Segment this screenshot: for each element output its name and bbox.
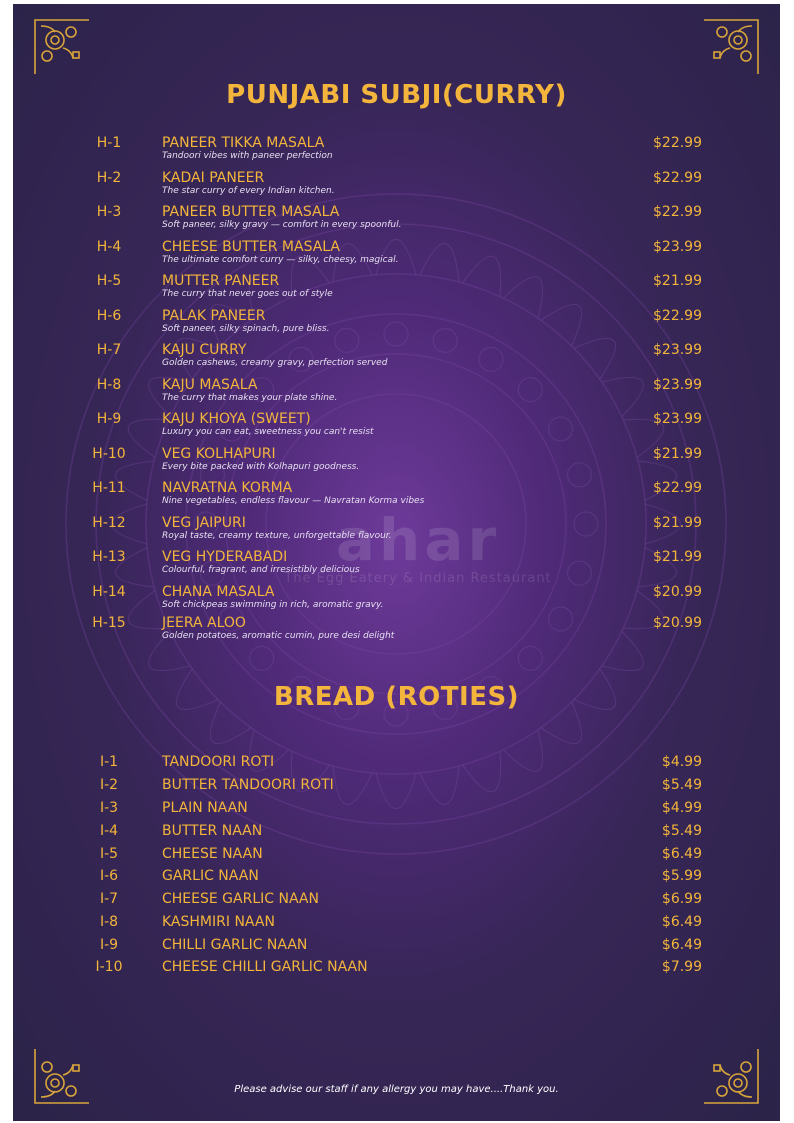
item-name: KAJU MASALA (162, 377, 258, 393)
menu-item (13, 584, 780, 616)
item-name: CHILLI GARLIC NAAN (162, 937, 308, 953)
item-price: $22.99 (653, 204, 702, 220)
item-price: $21.99 (653, 549, 702, 565)
item-description: The curry that makes your plate shine. (162, 393, 338, 403)
item-name: PALAK PANEER (162, 308, 266, 324)
item-name: CHEESE NAAN (162, 846, 263, 862)
item-name: PANEER TIKKA MASALA (162, 135, 325, 151)
item-code: I-10 (95, 959, 123, 975)
item-code: I-1 (99, 754, 119, 770)
item-code: I-9 (99, 937, 119, 953)
allergy-note: Please advise our staff if any allergy you may have....Thank you. (234, 1084, 559, 1095)
item-price: $4.99 (661, 800, 702, 816)
item-price: $6.49 (661, 846, 702, 862)
item-price: $5.49 (661, 823, 702, 839)
item-name: VEG JAIPURI (162, 515, 246, 531)
item-name: GARLIC NAAN (162, 868, 259, 884)
menu-item (13, 273, 780, 305)
bread-section-title: BREAD (ROTIES) (273, 682, 520, 712)
menu-item (13, 308, 780, 340)
menu-item (13, 615, 780, 647)
menu-item (13, 411, 780, 443)
item-price: $22.99 (653, 480, 702, 496)
item-price: $21.99 (653, 273, 702, 289)
menu-item (13, 377, 780, 409)
item-code: I-6 (99, 868, 119, 884)
menu-item (13, 239, 780, 271)
item-code: H-13 (92, 549, 126, 565)
item-description: Nine vegetables, endless flavour — Navratan Korma vibes (162, 496, 425, 506)
item-name: MUTTER PANEER (162, 273, 280, 289)
item-code: I-4 (99, 823, 119, 839)
item-code: H-15 (92, 615, 126, 631)
menu-item (13, 204, 780, 236)
item-name: JEERA ALOO (162, 615, 246, 631)
item-description: Soft paneer, silky gravy — comfort in every spoonful. (162, 220, 402, 230)
item-price: $6.99 (661, 891, 702, 907)
item-price: $7.99 (661, 959, 702, 975)
item-code: H-8 (96, 377, 122, 393)
item-code: H-14 (92, 584, 126, 600)
menu-item (13, 342, 780, 374)
ornament-top-left-icon (33, 18, 91, 76)
menu-item (13, 515, 780, 547)
item-name: KAJU KHOYA (SWEET) (162, 411, 311, 427)
menu-item (13, 170, 780, 202)
item-code: I-5 (99, 846, 119, 862)
item-name: PLAIN NAAN (162, 800, 248, 816)
item-code: H-5 (96, 273, 122, 289)
item-price: $5.49 (661, 777, 702, 793)
item-description: Tandoori vibes with paneer perfection (162, 151, 333, 161)
item-price: $20.99 (653, 584, 702, 600)
item-code: H-2 (96, 170, 122, 186)
item-name: VEG HYDERABADI (162, 549, 288, 565)
item-code: H-10 (92, 446, 126, 462)
item-price: $23.99 (653, 342, 702, 358)
item-code: H-11 (92, 480, 126, 496)
item-code: H-9 (96, 411, 122, 427)
item-name: CHANA MASALA (162, 584, 275, 600)
item-code: H-4 (96, 239, 122, 255)
item-price: $4.99 (661, 754, 702, 770)
item-name: KASHMIRI NAAN (162, 914, 275, 930)
item-price: $5.99 (661, 868, 702, 884)
menu-item (13, 135, 780, 167)
item-description: Royal taste, creamy texture, unforgettable flavour. (162, 531, 392, 541)
item-name: BUTTER TANDOORI ROTI (162, 777, 334, 793)
item-description: The ultimate comfort curry — silky, cheesy, magical. (162, 255, 399, 265)
item-code: H-12 (92, 515, 126, 531)
item-code: H-3 (96, 204, 122, 220)
item-code: I-3 (99, 800, 119, 816)
watermark-tagline: The Egg Eatery & Indian Restaurant (284, 571, 552, 586)
item-description: The curry that never goes out of style (162, 289, 333, 299)
item-price: $23.99 (653, 411, 702, 427)
item-name: VEG KOLHAPURI (162, 446, 276, 462)
item-name: CHEESE CHILLI GARLIC NAAN (162, 959, 368, 975)
menu-item (13, 480, 780, 512)
item-code: I-8 (99, 914, 119, 930)
item-description: Golden cashews, creamy gravy, perfection served (162, 358, 388, 368)
item-name: BUTTER NAAN (162, 823, 263, 839)
item-name: TANDOORI ROTI (162, 754, 275, 770)
item-code: H-1 (96, 135, 122, 151)
item-code: I-7 (99, 891, 119, 907)
mandala-dot (518, 646, 542, 670)
item-description: Soft paneer, silky spinach, pure bliss. (162, 324, 330, 334)
menu-page (13, 4, 780, 1121)
item-price: $6.49 (661, 937, 702, 953)
mandala-dot (250, 646, 274, 670)
item-price: $22.99 (653, 135, 702, 151)
item-name: CHEESE GARLIC NAAN (162, 891, 319, 907)
item-description: Golden potatoes, aromatic cumin, pure desi delight (162, 631, 395, 641)
item-code: I-2 (99, 777, 119, 793)
item-price: $6.49 (661, 914, 702, 930)
item-description: Every bite packed with Kolhapuri goodness. (162, 462, 360, 472)
item-code: H-6 (96, 308, 122, 324)
ornament-top-right-icon (702, 18, 760, 76)
ornament-bottom-left-icon (33, 1047, 91, 1105)
item-code: H-7 (96, 342, 122, 358)
watermark-logo-text: ahar (335, 506, 501, 574)
item-name: KADAI PANEER (162, 170, 265, 186)
item-price: $22.99 (653, 308, 702, 324)
item-price: $21.99 (653, 515, 702, 531)
item-price: $23.99 (653, 377, 702, 393)
menu-item (13, 549, 780, 581)
item-price: $20.99 (653, 615, 702, 631)
item-price: $23.99 (653, 239, 702, 255)
item-price: $21.99 (653, 446, 702, 462)
item-description: Luxury you can eat, sweetness you can't resist (162, 427, 374, 437)
item-name: PANEER BUTTER MASALA (162, 204, 340, 220)
item-description: Soft chickpeas swimming in rich, aromatic gravy. (162, 600, 384, 610)
curry-section-title: PUNJABI SUBJI(CURRY) (226, 80, 567, 110)
ornament-bottom-right-icon (702, 1047, 760, 1105)
menu-item (13, 959, 780, 991)
item-description: Colourful, fragrant, and irresistibly delicious (162, 565, 360, 575)
item-name: KAJU CURRY (162, 342, 247, 358)
item-price: $22.99 (653, 170, 702, 186)
item-name: NAVRATNA KORMA (162, 480, 293, 496)
item-description: The star curry of every Indian kitchen. (162, 186, 335, 196)
menu-item (13, 446, 780, 478)
item-name: CHEESE BUTTER MASALA (162, 239, 340, 255)
